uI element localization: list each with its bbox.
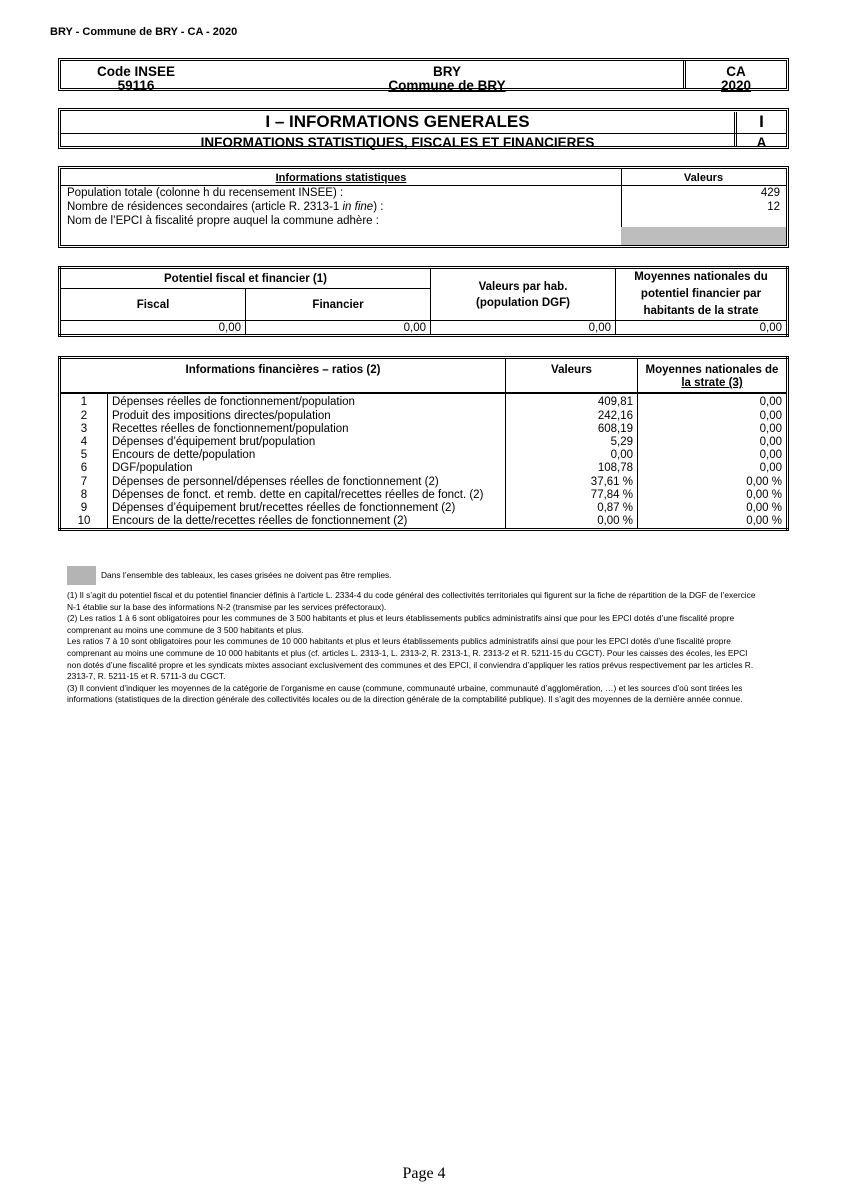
ratio-moyenne: 0,00 % — [746, 488, 782, 501]
fiscal-header: Fiscal — [60, 289, 246, 321]
ratio-moyenne: 0,00 — [759, 409, 782, 422]
insee-cell — [61, 61, 211, 93]
stats-value-residences: 12 — [767, 201, 780, 213]
ratio-number: 2 — [60, 410, 108, 423]
ratio-row — [60, 502, 788, 515]
stats-values-header: Valeurs — [621, 172, 786, 186]
footnote-3: (3) Il convient d’indiquer les moyennes de la catégorie de l’organisme en cause (commune, communauté urbaine, communauté d’agglomération, …) et les sources d’où sont tirées les informations (statistiques de la direction générale des collectivités locales ou de la direction générale de la comptabilité publique). Il s’agit des moyennes de la dernière année connue. — [67, 682, 743, 705]
footnote-2b: Les ratios 7 à 10 sont obligatoires pour les communes de 10 000 habitants et plus et leurs établissements publics administratifs ainsi que pour les EPCI dotés d’une fiscalité propre comprenant au moins une commune de 10 000 habitants et plus (cf. articles L. 2313-1, L. 2313-2, R. 2313-1, R. 2313-2 et R. 5211-15 du CGCT). Pour les caisses des écoles, les EPCI non dotés d’une fiscalité propre et les syndicats mixtes associant exclusivement des communes et des EPCI, il conviendra d’appliquer les ratios prévus respectivement par les articles R. 2313-7, R. 5211-15 et R. 5711-3 du CGCT. — [67, 636, 754, 682]
page-number: Page 4 — [402, 1165, 446, 1182]
ratio-row — [60, 423, 788, 436]
stats-row-population: Population totale (colonne h du recensement INSEE) : — [67, 187, 344, 199]
footnote-1: (1) Il s’agit du potentiel fiscal et du potentiel financier définis à l’article L. 2334-4 du code général des collectivités territoriales qui figurent sur la fiche de répartition de la DGF de l’exercice N-1 établie sur la base des informations N-2 (transmise par les services préfectoraux). — [67, 590, 756, 612]
document-header-box — [58, 58, 789, 91]
ratio-label: Dépenses réelles de fonctionnement/population — [108, 393, 506, 409]
commune-cell — [211, 61, 686, 93]
stats-row-epci: Nom de l’EPCI à fiscalité propre auquel la commune adhère : — [67, 215, 379, 227]
ratio-row — [60, 410, 788, 423]
ratio-number: 4 — [60, 436, 108, 449]
potentiel-header: Potentiel fiscal et financier (1) — [60, 268, 431, 289]
ratio-moyenne: 0,00 % — [746, 515, 782, 528]
ratio-label: Dépenses d’équipement brut/recettes réelles de fonctionnement (2) — [108, 502, 506, 515]
subsection-code: A — [734, 133, 786, 146]
ratio-value: 77,84 % — [506, 489, 638, 502]
legend-text: Dans l’ensemble des tableaux, les cases grisées ne doivent pas être remplies. — [101, 570, 392, 580]
ratio-row — [60, 436, 788, 449]
ratio-number: 6 — [60, 462, 108, 475]
ratios-moyennes-header: Moyennes nationales de la strate (3) — [638, 358, 788, 394]
ratios-header: Informations financières – ratios (2) — [60, 358, 506, 394]
ratio-moyenne: 0,00 — [759, 436, 782, 449]
insee-value: 59116 — [117, 78, 155, 93]
insee-label: Code INSEE — [96, 64, 175, 79]
ratio-label: Produit des impositions directes/population — [108, 410, 506, 423]
doc-cell — [686, 61, 786, 93]
grayed-legend-swatch — [67, 566, 96, 585]
doc-label: CA — [726, 64, 746, 79]
ratio-label: Dépenses de personnel/dépenses réelles de fonctionnement (2) — [108, 476, 506, 489]
ratio-label: DGF/population — [108, 462, 506, 475]
ratio-number: 3 — [60, 423, 108, 436]
potentiel-table — [58, 266, 789, 337]
ratio-number: 7 — [60, 476, 108, 489]
ratio-value: 5,29 — [506, 436, 638, 449]
ratio-number: 8 — [60, 489, 108, 502]
ratio-value: 0,87 % — [506, 502, 638, 515]
ratios-table — [58, 356, 789, 531]
ratio-number: 9 — [60, 502, 108, 515]
fiscal-value: 0,00 — [60, 321, 246, 336]
ratio-row — [60, 476, 788, 489]
ratio-row — [60, 393, 788, 409]
ratio-label: Dépenses de fonct. et remb. dette en capital/recettes réelles de fonct. (2) — [108, 489, 506, 502]
ratio-label: Dépenses d’équipement brut/population — [108, 436, 506, 449]
ratio-moyenne: 0,00 — [759, 396, 782, 409]
doc-value: 2020 — [720, 78, 752, 93]
ratio-moyenne: 0,00 — [759, 422, 782, 435]
financier-value: 0,00 — [246, 321, 431, 336]
ratio-value: 409,81 — [506, 393, 638, 409]
ratio-moyenne: 0,00 % — [746, 502, 782, 515]
grayed-cell — [621, 227, 786, 245]
ratio-label: Encours de la dette/recettes réelles de fonctionnement (2) — [108, 515, 506, 530]
ratio-row — [60, 515, 788, 530]
moyennes-potentiel-header: Moyennes nationales du potentiel financier par habitants de la strate — [616, 268, 788, 321]
ratio-label: Encours de dette/population — [108, 449, 506, 462]
ratio-moyenne: 0,00 — [759, 462, 782, 475]
section-code: I — [734, 112, 786, 133]
section-title: I – INFORMATIONS GENERALES — [265, 112, 530, 131]
stats-header: Informations statistiques — [275, 172, 407, 184]
section-subtitle: INFORMATIONS STATISTIQUES, FISCALES ET FINANCIERES — [200, 135, 595, 150]
commune-value: Commune de BRY — [388, 78, 506, 93]
ratio-moyenne: 0,00 — [759, 449, 782, 462]
footnotes — [67, 590, 759, 706]
ratio-value: 608,19 — [506, 423, 638, 436]
section-title-box — [58, 108, 789, 149]
ratio-row — [60, 489, 788, 502]
ratio-value: 37,61 % — [506, 476, 638, 489]
ratio-number: 10 — [60, 515, 108, 530]
ratios-values-header: Valeurs — [506, 358, 638, 394]
financier-header: Financier — [246, 289, 431, 321]
stats-row-residences: Nombre de résidences secondaires (article R. 2313-1 in fine) : — [67, 201, 384, 213]
ratio-value: 0,00 % — [506, 515, 638, 530]
ratio-value: 242,16 — [506, 410, 638, 423]
moyennes-potentiel-value: 0,00 — [616, 321, 788, 336]
ratio-number: 5 — [60, 449, 108, 462]
stats-table — [58, 166, 789, 248]
stats-value-population: 429 — [760, 187, 780, 199]
footnote-2: (2) Les ratios 1 à 6 sont obligatoires pour les communes de 3 500 habitants et plus et leurs établissements publics administratifs ainsi que pour les EPCI dotés d’une fiscalité propre comprenant au moins une commune de 3 500 habitants et plus. — [67, 613, 735, 635]
ratio-value: 108,78 — [506, 462, 638, 475]
ratio-label: Recettes réelles de fonctionnement/population — [108, 423, 506, 436]
valeurs-par-hab-header: Valeurs par hab. (population DGF) — [431, 268, 616, 321]
commune-label: BRY — [432, 64, 461, 79]
running-header: BRY - Commune de BRY - CA - 2020 — [50, 26, 238, 38]
ratio-row — [60, 449, 788, 462]
ratio-value: 0,00 — [506, 449, 638, 462]
ratio-row — [60, 462, 788, 475]
valeurs-par-hab-value: 0,00 — [431, 321, 616, 336]
ratio-moyenne: 0,00 % — [746, 475, 782, 488]
ratio-number: 1 — [60, 393, 108, 409]
